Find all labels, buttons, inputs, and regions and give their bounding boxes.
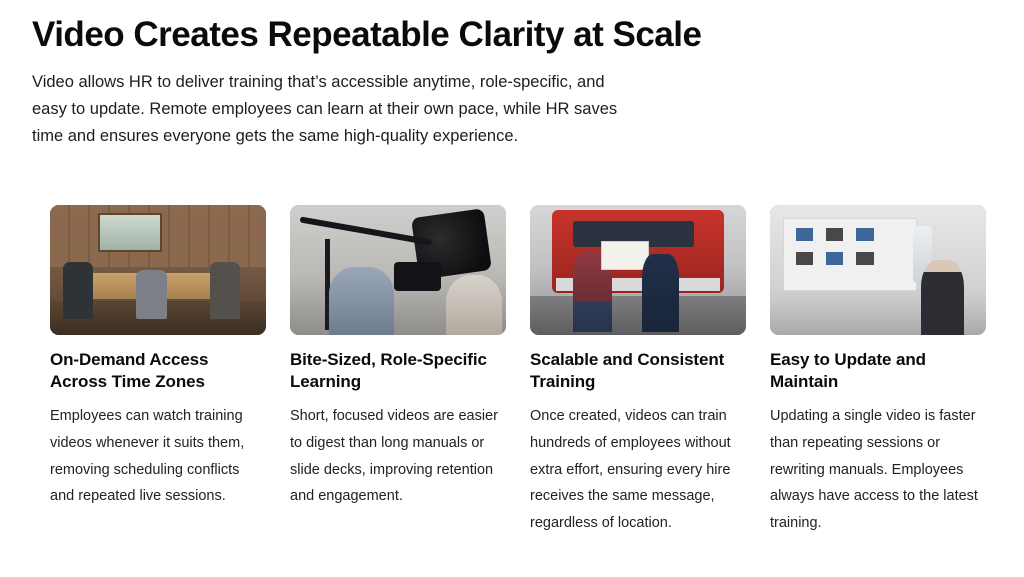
video-production-set-photo — [290, 205, 506, 335]
card-thumbnail — [50, 205, 266, 335]
card-body: Short, focused videos are easier to digest than long manuals or slide decks, improving retention and engagement. — [290, 407, 498, 505]
card-body: Once created, videos can train hundreds of employees without extra effort, ensuring every hire receives the same message, regardless of location. — [530, 407, 731, 532]
card-item — [770, 205, 986, 537]
card-item — [290, 205, 506, 537]
card-title: Scalable and Consistent Training — [530, 350, 725, 392]
card-grid — [50, 205, 978, 537]
page-title: Video Creates Repeatable Clarity at Scale — [32, 15, 702, 54]
card-thumbnail — [530, 205, 746, 335]
workshop-training-photo — [50, 205, 266, 335]
card-thumbnail — [290, 205, 506, 335]
card-item — [530, 205, 746, 537]
card-title: Easy to Update and Maintain — [770, 350, 926, 392]
card-title: Bite-Sized, Role-Specific Learning — [290, 350, 487, 392]
card-title: On-Demand Access Across Time Zones — [50, 350, 209, 392]
card-body: Updating a single video is faster than repeating sessions or rewriting manuals. Employees always have access to the latest training. — [770, 407, 978, 532]
fire-station-training-photo — [530, 205, 746, 335]
card-item — [50, 205, 266, 537]
card-thumbnail — [770, 205, 986, 335]
card-body: Employees can watch training videos whenever it suits them, removing scheduling conflicts and repeated live sessions. — [50, 407, 245, 505]
showroom-presenter-photo — [770, 205, 986, 335]
intro-paragraph: Video allows HR to deliver training that’s accessible anytime, role-specific, and easy to update. Remote employees can learn at their own pace, while HR saves time and ensures everyone gets the same high-quality experience. — [32, 73, 618, 145]
